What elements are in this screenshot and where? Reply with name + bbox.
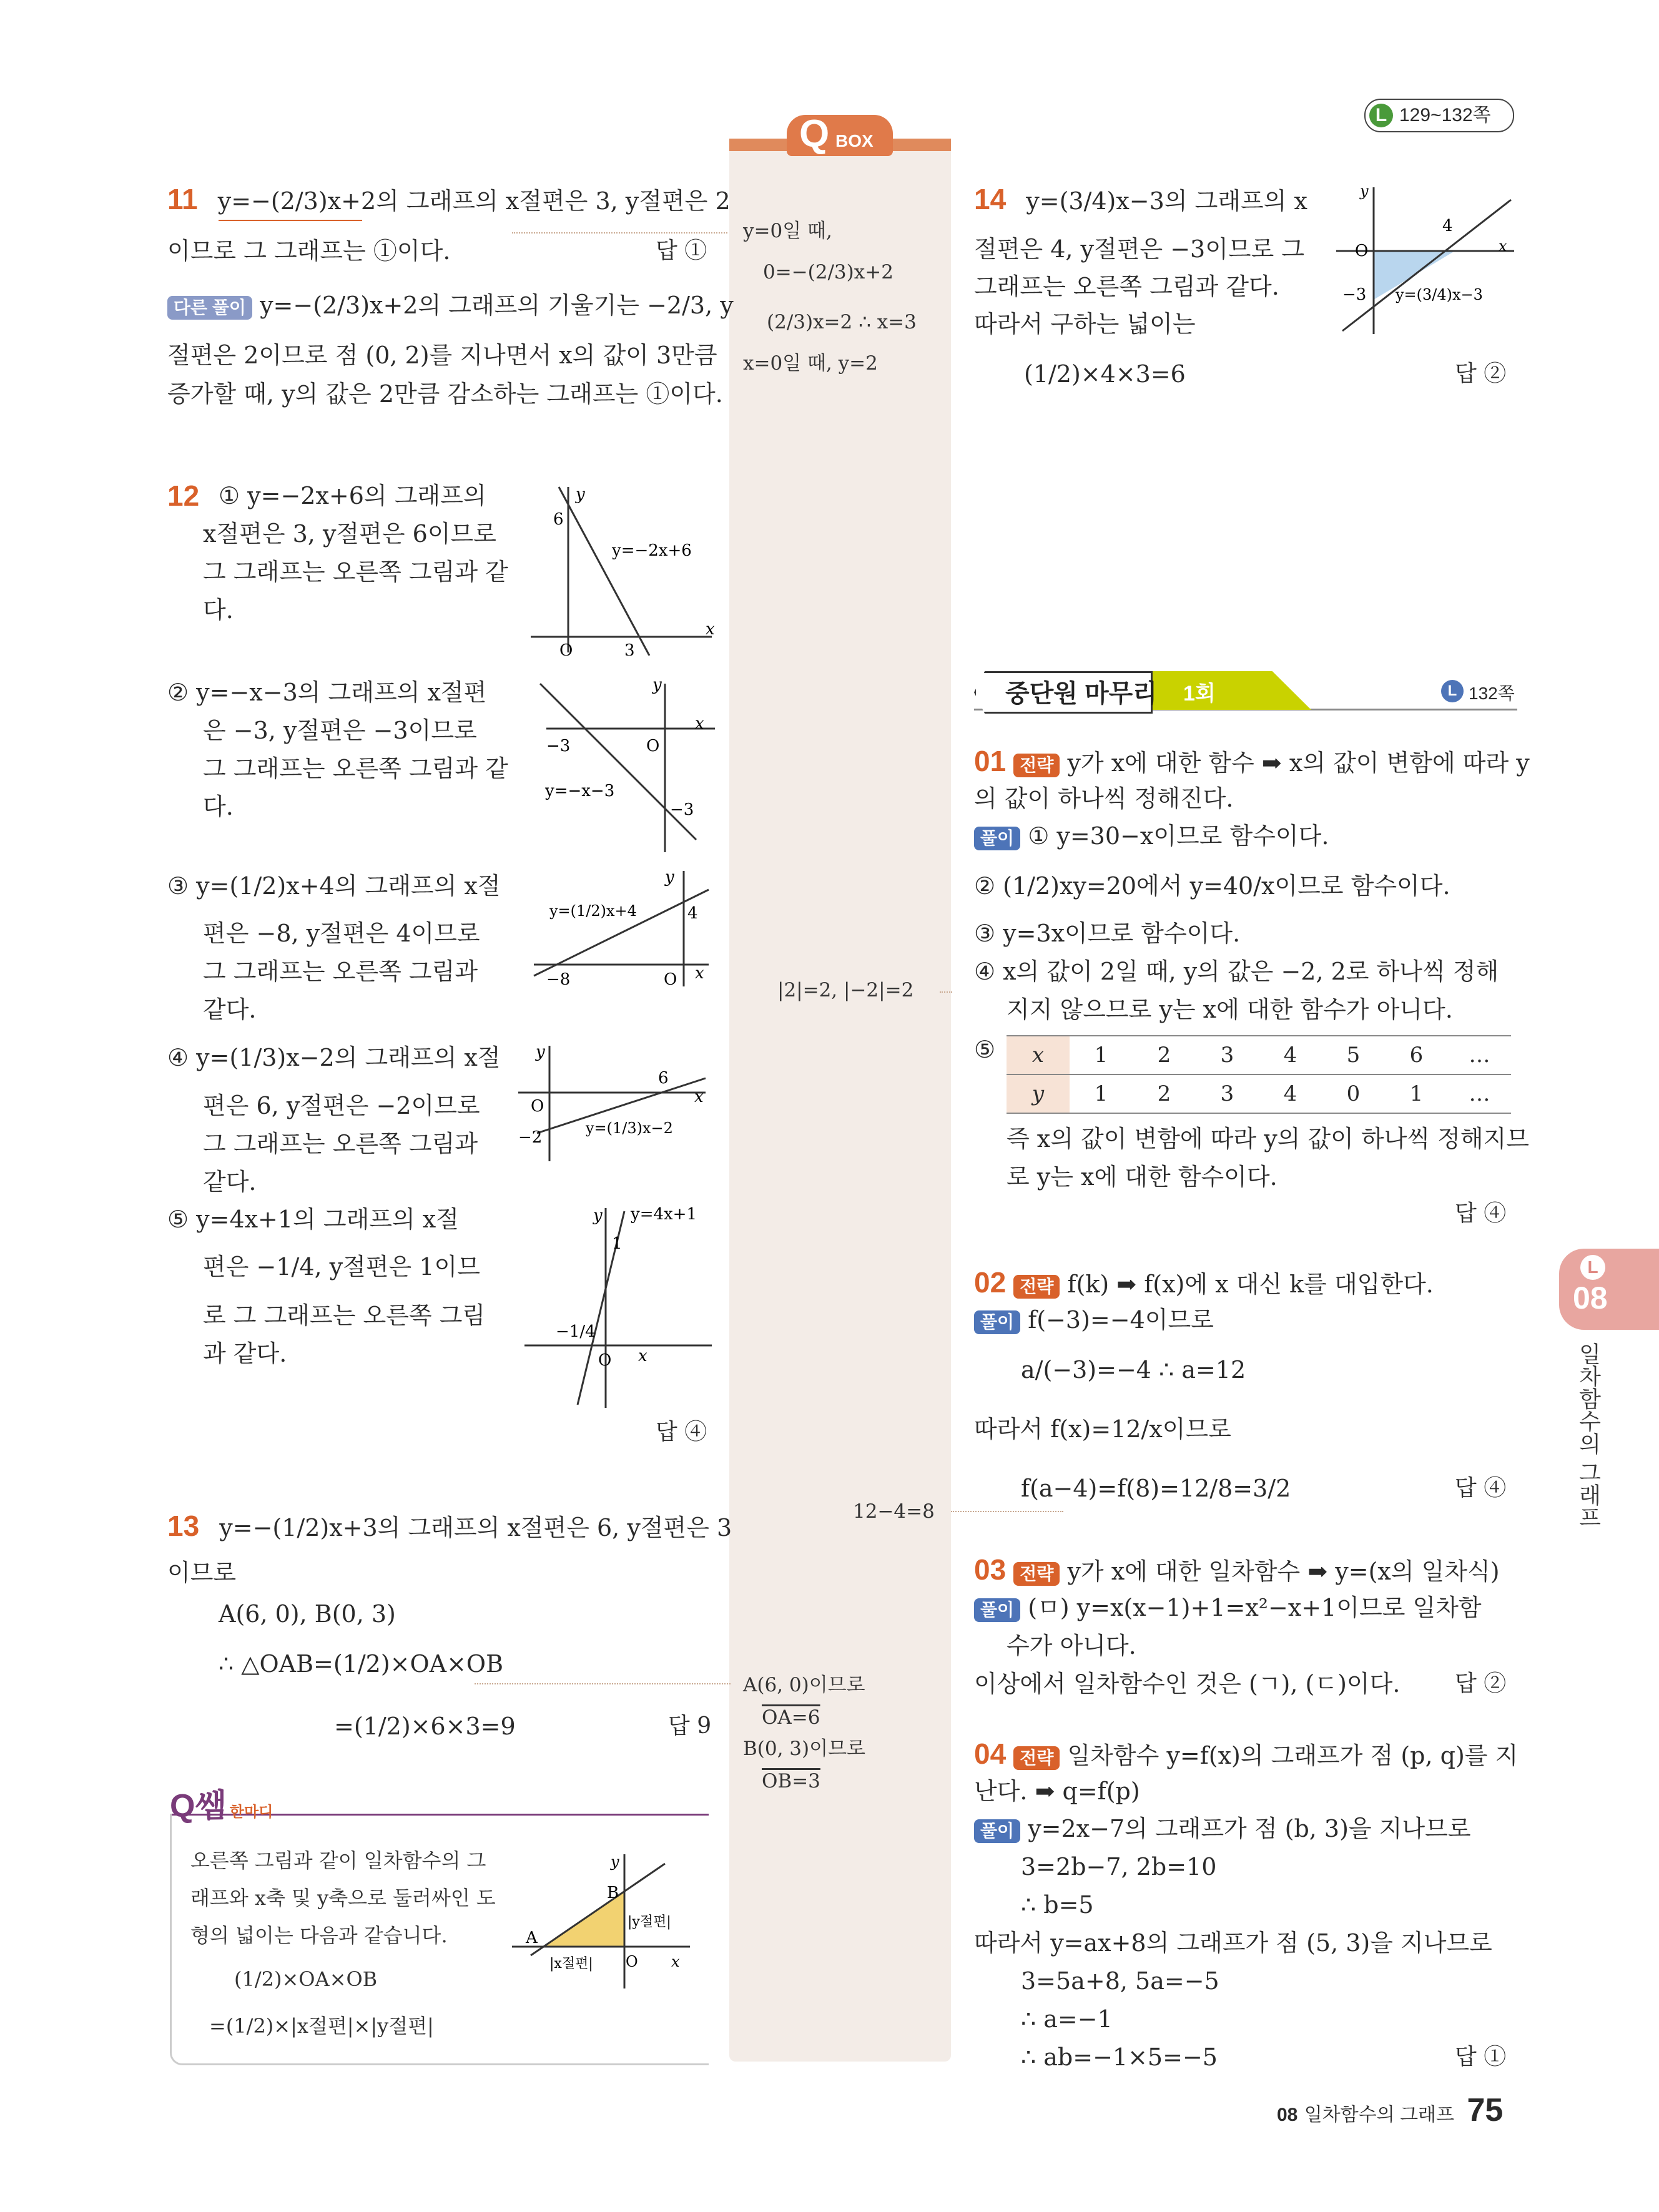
answer-04: 답 ①	[1455, 2044, 1507, 2070]
svg-text:−8: −8	[546, 970, 571, 989]
answer-12: 답 ④	[656, 1419, 707, 1445]
svg-text:|x절편|: |x절편|	[549, 1956, 593, 1972]
answer-03: 답 ②	[1455, 1671, 1507, 1696]
svg-text:O: O	[598, 1351, 612, 1370]
svg-text:x: x	[638, 1347, 647, 1365]
svg-text:A: A	[526, 1929, 538, 1947]
svg-text:3: 3	[624, 641, 635, 656]
section-header: 중단원 마무리 1회 L 132쪽	[974, 671, 1517, 715]
graph-14	[1330, 181, 1517, 337]
svg-text:y: y	[611, 1853, 619, 1870]
svg-text:y=−x−3: y=−x−3	[545, 782, 615, 800]
svg-text:y: y	[536, 1043, 545, 1061]
svg-text:O: O	[531, 1097, 544, 1116]
svg-text:|y절편|: |y절편|	[628, 1914, 671, 1930]
svg-text:x: x	[671, 1953, 680, 1970]
svg-text:y: y	[1360, 182, 1369, 200]
graph-12-4	[512, 1040, 712, 1164]
function-table: x 1 2 3 4 5 6 … y 1 2 3 4 0 1 …	[1007, 1035, 1511, 1114]
answer-11: 답 ①	[656, 238, 707, 263]
lesson-icon: L	[1441, 680, 1464, 702]
graph-12-2	[534, 671, 721, 852]
svg-text:x: x	[706, 620, 715, 639]
qssam-title: Q쌤 한마디	[170, 1788, 273, 1824]
connector-line	[951, 1511, 1063, 1512]
svg-text:y: y	[665, 868, 674, 887]
svg-text:y: y	[576, 485, 585, 504]
svg-text:y=−2x+6: y=−2x+6	[612, 541, 692, 560]
svg-text:y=(1/3)x−2: y=(1/3)x−2	[586, 1119, 673, 1137]
qbox-header: Q BOX	[729, 115, 951, 159]
svg-text:−3: −3	[670, 800, 694, 819]
svg-text:O: O	[664, 970, 677, 989]
svg-text:−3: −3	[1342, 285, 1367, 304]
svg-text:4: 4	[687, 904, 698, 923]
answer-13: 답 9	[668, 1713, 712, 1739]
graph-12-5	[518, 1202, 718, 1414]
footer: 08 일차함수의 그래프 75	[1277, 2092, 1504, 2128]
chapter-side-tab: L 08	[1559, 1249, 1659, 1330]
lesson-icon: L	[1369, 104, 1393, 127]
svg-text:B: B	[607, 1884, 619, 1902]
svg-text:O: O	[1355, 242, 1369, 260]
svg-text:y: y	[652, 676, 662, 694]
svg-text:−2: −2	[518, 1128, 543, 1147]
svg-text:−1/4: −1/4	[556, 1322, 596, 1341]
page-number: 75	[1467, 2092, 1504, 2128]
side-chapter-title: 일차함수의 그래프	[1576, 1342, 1602, 1529]
lesson-icon: L	[1580, 1255, 1605, 1280]
svg-text:4: 4	[1442, 217, 1453, 235]
svg-text:O: O	[559, 641, 573, 656]
svg-text:1: 1	[612, 1234, 623, 1253]
connector-line	[940, 991, 952, 993]
svg-text:x: x	[694, 1088, 704, 1106]
svg-text:y=4x+1: y=4x+1	[631, 1205, 697, 1224]
svg-text:−3: −3	[546, 737, 571, 755]
svg-text:y=(3/4)x−3: y=(3/4)x−3	[1396, 286, 1483, 303]
graph-12-3	[528, 865, 715, 990]
graph-12-1	[518, 474, 718, 656]
connector-line	[475, 1683, 731, 1684]
svg-text:6: 6	[658, 1069, 669, 1088]
answer-14: 답 ②	[1455, 361, 1507, 386]
svg-text:O: O	[646, 737, 660, 755]
answer-01: 답 ④	[1455, 1201, 1507, 1226]
qbox-note-3: 12−4=8	[853, 1500, 935, 1523]
svg-text:x: x	[695, 964, 704, 983]
page-range-badge: L 129~132쪽	[1364, 99, 1514, 132]
svg-text:y: y	[593, 1206, 603, 1225]
svg-text:y=(1/2)x+4: y=(1/2)x+4	[549, 902, 637, 920]
svg-text:x: x	[1499, 237, 1507, 255]
qbox-note-2: |2|=2, |−2|=2	[777, 979, 914, 1001]
answer-02: 답 ④	[1455, 1475, 1507, 1501]
svg-text:x: x	[695, 714, 704, 733]
qssam-figure	[506, 1848, 693, 1992]
svg-text:O: O	[626, 1953, 638, 1970]
underline	[219, 220, 362, 221]
svg-text:6: 6	[553, 510, 564, 529]
